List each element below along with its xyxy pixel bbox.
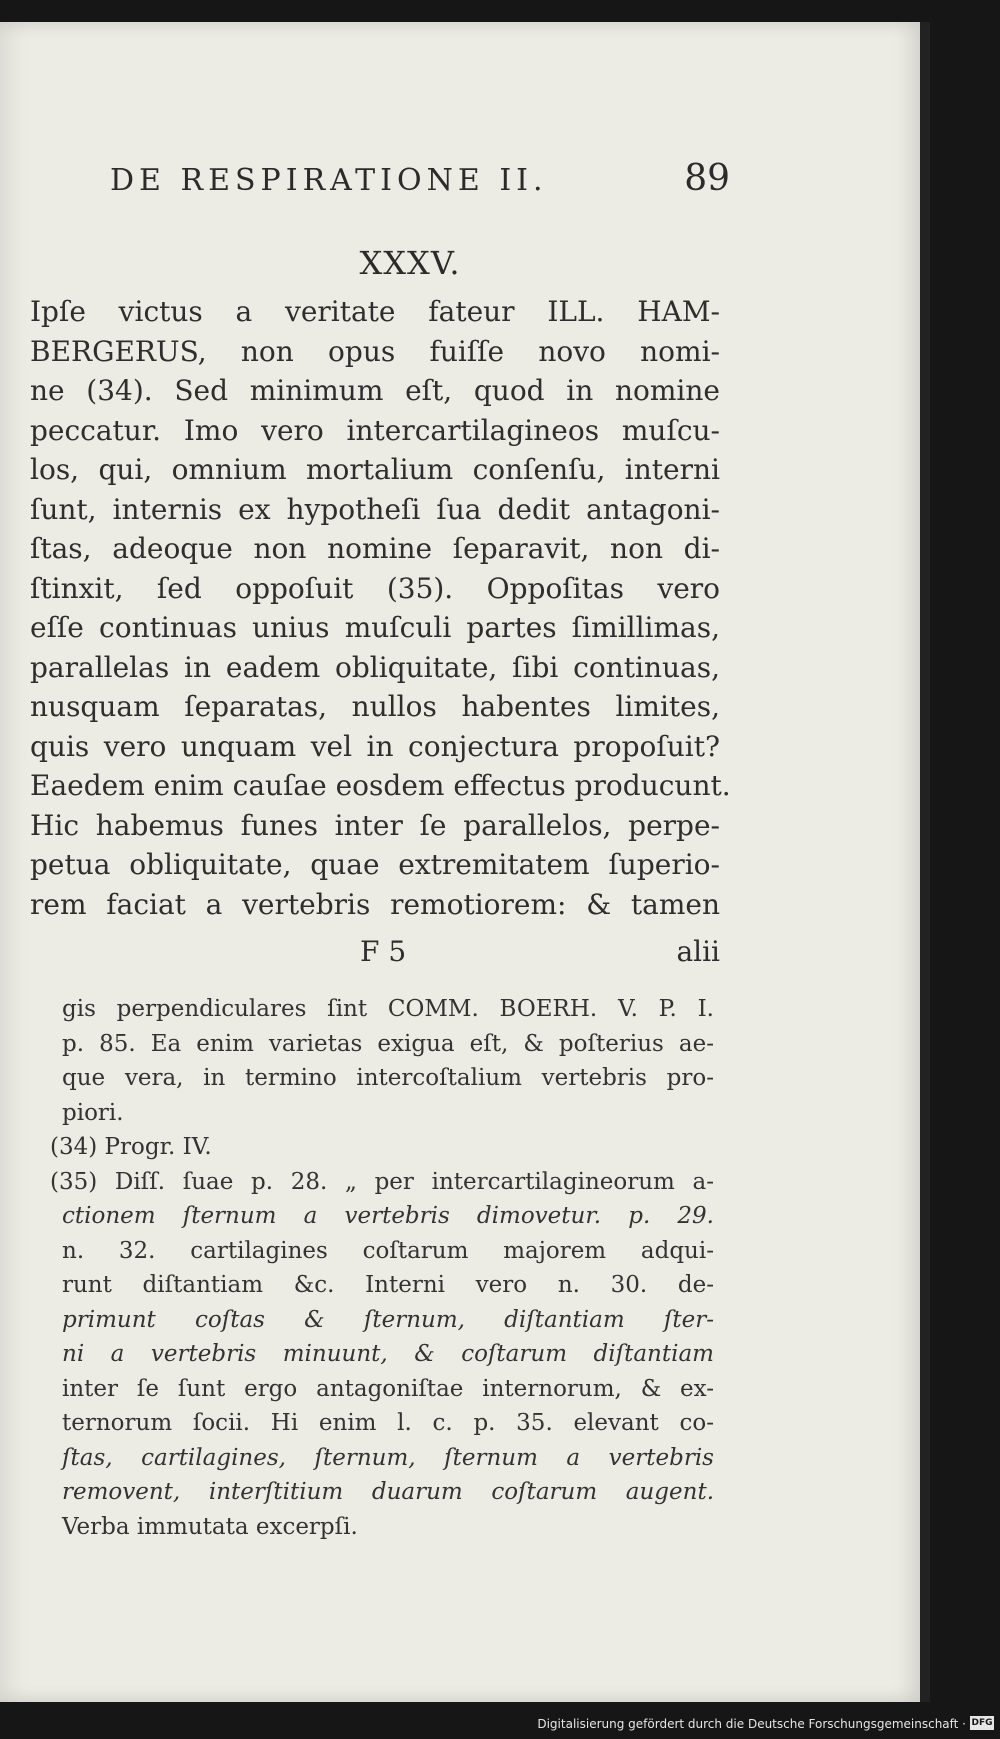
footnote-line: inter ſe ſunt ergo antagoniſtae internorum, & ex-: [62, 1375, 714, 1402]
footnote-line: ctionem ſternum a vertebris dimovetur. p. 29.: [62, 1203, 714, 1229]
running-head: [110, 158, 730, 199]
footnote-line: runt diſtantiam &c. Interni vero n. 30. de-: [62, 1272, 714, 1298]
signature-line: [30, 935, 720, 968]
signature-mark: F 5: [360, 935, 407, 968]
footnote-34: (34) Progr. IV.: [50, 1134, 212, 1160]
body-line: Hic habemus funes inter ſe parallelos, perpe-: [30, 808, 720, 842]
body-line: petua obliquitate, quae extremitatem ſuperio-: [30, 848, 720, 881]
footnote-line: primunt coſtas & ſternum, diſtantiam ſter-: [62, 1306, 714, 1333]
footnote-line: n. 32. cartilagines coſtarum majorem adqui-: [62, 1237, 714, 1264]
body-line: ne (34). Sed minimum eſt, quod in nomine: [30, 374, 720, 407]
body-line: parallelas in eadem obliquitate, ſibi continuas,: [30, 650, 720, 684]
footer-bar: [0, 1712, 1000, 1739]
body-line: quis vero unquam vel in conjectura propoſuit?: [30, 729, 720, 763]
section-number: XXXV.: [359, 244, 461, 282]
footnote-line: ni a vertebris minuunt, & coſtarum diſtantiam: [62, 1341, 714, 1367]
footnote-line: ternorum ſocii. Hi enim l. c. p. 35. elevant co-: [62, 1410, 714, 1436]
footnote-35: (35) Diſſ. ſuae p. 28. „ per intercartilagineorum a-: [50, 1168, 714, 1195]
footnotes: [50, 992, 714, 1544]
page-edge: [920, 22, 930, 1702]
footnote-line: gis perpendiculares ſint COMM. BOERH. V. P. I.: [62, 996, 714, 1022]
footnote-line: p. 85. Ea enim varietas exigua eſt, & poſterius ae-: [62, 1030, 714, 1057]
footnote-line: Verba immutata excerpſi.: [62, 1513, 358, 1540]
running-head-title: DE RESPIRATIONE II.: [110, 163, 548, 198]
body-line: rem faciat a vertebris remotiorem: & tamen: [30, 887, 720, 921]
body-line: los, qui, omnium mortalium conſenſu, interni: [30, 453, 720, 486]
footnote-line: ſtas, cartilagines, ſternum, ſternum a vertebris: [62, 1444, 714, 1471]
page-number: 89: [684, 158, 730, 199]
body-line: ſtinxit, ſed oppoſuit (35). Oppoſitas vero: [30, 571, 720, 605]
body-line: ſunt, internis ex hypotheſi ſua dedit antagoni-: [30, 492, 720, 526]
footnote-line: que vera, in termino intercoſtalium vertebris pro-: [62, 1065, 714, 1091]
dfg-logo-icon: DFG: [971, 1718, 993, 1728]
footnote-line: piori.: [62, 1099, 124, 1126]
body-line: ſtas, adeoque non nomine ſeparavit, non di-: [30, 532, 720, 565]
body-text: [30, 292, 731, 924]
catchword: alii: [676, 935, 720, 968]
body-line: nusquam ſeparatas, nullos habentes limites,: [30, 690, 720, 723]
body-line: peccatur. Imo vero intercartilagineos muſcu-: [30, 413, 720, 447]
body-line: Eaedem enim cauſae eosdem effectus producunt.: [30, 769, 731, 802]
footnote-line: removent, interſtitium duarum coſtarum augent.: [62, 1479, 714, 1505]
body-line: eſſe continuas unius muſculi partes ſimillimas,: [30, 611, 720, 644]
body-line: Ipſe victus a veritate fateur ILL. HAM-: [30, 295, 720, 328]
body-line: BERGERUS, non opus fuiſſe novo nomi-: [30, 334, 720, 368]
digitization-credit: Digitalisierung gefördert durch die Deutsche Forschungsgemeinschaft ·: [537, 1717, 966, 1731]
